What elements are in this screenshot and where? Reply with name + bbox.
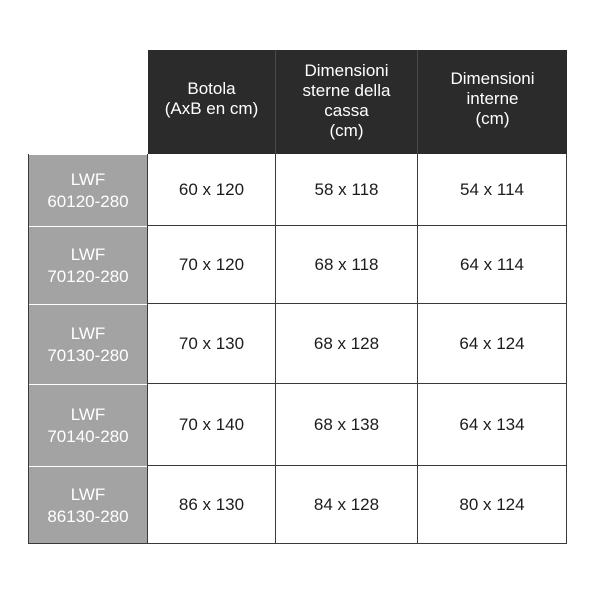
cell-dimensioni-esterne: 68 x 138 (276, 384, 418, 466)
row-label-model: LWF 60120-280 (28, 154, 148, 226)
cell-botola: 86 x 130 (148, 466, 276, 544)
cell-dimensioni-interne: 64 x 114 (418, 226, 567, 304)
table-left-border (28, 154, 29, 544)
header-dimensioni-interne: Dimensioni interne (cm) (418, 50, 567, 154)
cell-dimensioni-interne: 54 x 114 (418, 154, 567, 226)
cell-dimensioni-esterne: 68 x 128 (276, 304, 418, 384)
cell-botola: 60 x 120 (148, 154, 276, 226)
cell-dimensioni-esterne: 58 x 118 (276, 154, 418, 226)
cell-dimensioni-interne: 64 x 124 (418, 304, 567, 384)
cell-dimensioni-interne: 64 x 134 (418, 384, 567, 466)
header-divider (417, 50, 418, 154)
header-botola: Botola (AxB en cm) (148, 50, 275, 154)
row-label-model: LWF 70120-280 (28, 226, 148, 304)
cell-dimensioni-esterne: 84 x 128 (276, 466, 418, 544)
cell-dimensioni-esterne: 68 x 118 (276, 226, 418, 304)
row-label-model: LWF 86130-280 (28, 466, 148, 544)
row-label-model: LWF 70140-280 (28, 384, 148, 466)
header-divider (275, 50, 276, 154)
table-bottom-border (28, 543, 148, 544)
cell-dimensioni-interne: 80 x 124 (418, 466, 567, 544)
header-dimensioni-esterne: Dimensioni sterne della cassa (cm) (276, 50, 417, 154)
value-column-left-border (147, 154, 148, 544)
row-label-model: LWF 70130-280 (28, 304, 148, 384)
cell-botola: 70 x 130 (148, 304, 276, 384)
cell-botola: 70 x 140 (148, 384, 276, 466)
cell-botola: 70 x 120 (148, 226, 276, 304)
